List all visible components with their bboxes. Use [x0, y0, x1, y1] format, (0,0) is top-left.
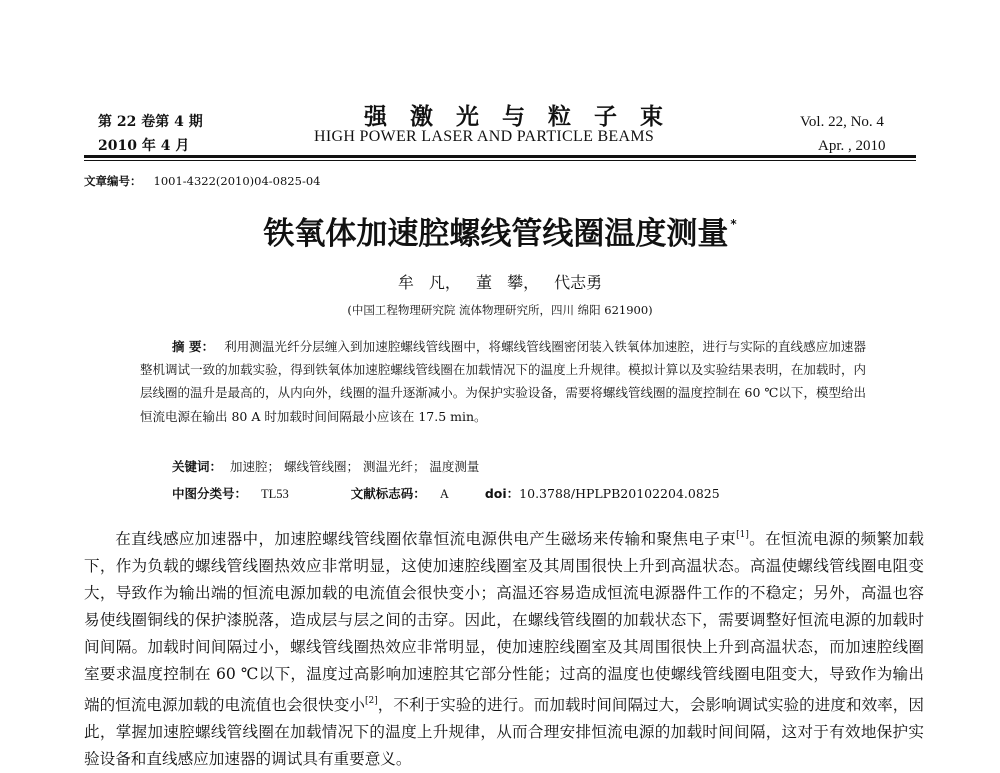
paper-title: [0, 208, 1000, 253]
clc-label: 中图分类号：: [172, 486, 248, 501]
document-code-value: A: [439, 487, 449, 501]
keywords: [172, 457, 479, 475]
issue-info: [98, 110, 203, 158]
body-text-part-2: 。在恒流电源的频繁加载下，作为负载的螺线管线圈热效应非常明显，这使加速腔线圈室及其周围很快上升到高温状态。高温使螺线管线圈电阻变大，导致作为输出端的恒流电源加载的电流值会很快变小；高温还容易造成恒流电源器件工作的不稳定；另外，高温也容易使线圈铜线的保护漆脱落，造成层与层之间的击穿。因此，在螺线管线圈的加载状态下，需要调整好恒流电源的加载时间间隔。加载时间间隔过小，螺线管线圈热效应非常明显，使加速腔线圈室及其周围很快上升到高温状态，而加速腔线圈室要求温度控制在 60 ℃以下，温度过高影响加速腔其它部分性能；过高的温度也使螺线管线圈电阻变大，导致作为输出端的恒流电源加载的电流值也会很快变小: [84, 530, 924, 714]
body-text-part-1: 在直线感应加速器中，加速腔螺线管线圈依靠恒流电源供电产生磁场来传输和聚焦电子束: [115, 530, 737, 548]
body-text-part-3: ，不利于实验的进行。而加载时间间隔过大，会影响调试实验的进度和效率，因此，掌握加速腔螺线管线圈在加载情况下的温度上升规律，从而合理安排恒流电源的加载时间间隔，这对于有效地保护实验设备和直线感应加速器的调试具有重要意义。: [84, 696, 924, 768]
paper-title-text: 铁氧体加速腔螺线管线圈温度测量: [263, 216, 729, 252]
article-number: [84, 173, 320, 189]
header-rule-thin: [84, 160, 916, 161]
document-code-label: 文献标志码：: [350, 486, 426, 501]
affiliation: (中国工程物理研究院 流体物理研究所，四川 绵阳 621900): [347, 303, 653, 317]
doi-value: 10.3788/HPLPB20102204.0825: [519, 486, 720, 501]
abstract: [140, 335, 866, 428]
header-rule-thick: [84, 155, 916, 158]
title-footnote-mark: *: [730, 217, 737, 231]
citation-1: [1]: [736, 530, 749, 540]
volume-date: Apr. , 2010: [818, 138, 886, 154]
citation-2: [2]: [364, 696, 378, 706]
body-paragraph: [84, 522, 924, 773]
author-list: 牟 凡， 董 攀， 代志勇: [397, 273, 603, 292]
doi-label: doi：: [484, 486, 520, 501]
article-number-label: 文章编号：: [84, 174, 142, 188]
volume-number: Vol. 22, No. 4: [800, 114, 884, 130]
body-text: [84, 522, 924, 773]
article-number-value: 1001-4322(2010)04-0825-04: [153, 174, 321, 188]
abstract-label: 摘 要：: [172, 339, 215, 354]
issue-number: 第 22 卷第 4 期: [98, 114, 203, 130]
abstract-text: 利用测温光纤分层缠入到加速腔螺线管线圈中，将螺线管线圈密闭装入铁氧体加速腔，进行与实际的直线感应加速器整机调试一致的加载实验，得到铁氧体加速腔螺线管线圈在加载情况下的温度上升规律。模拟计算以及实验结果表明，在加载时，内层线圈的温升是最高的，从内向外，线圈的温升逐渐减小。为保护实验设备，需要将螺线管线圈的温度控制在 60 ℃以下，模型给出恒流电源在输出 80 A 时加载时间间隔最小应该在 17.5 min。: [140, 339, 866, 424]
issue-date: 2010 年 4 月: [98, 138, 190, 154]
volume-info: [800, 110, 886, 158]
journal-title-english: HIGH POWER LASER AND PARTICLE BEAMS: [314, 128, 655, 145]
classification-line: [172, 484, 720, 502]
journal-title-chinese: 强激光与粒子束: [364, 103, 686, 130]
clc-value: TL53: [261, 487, 289, 501]
keywords-label: 关键词：: [172, 459, 223, 474]
keywords-text: 加速腔； 螺线管线圈； 测温光纤； 温度测量: [230, 459, 480, 474]
